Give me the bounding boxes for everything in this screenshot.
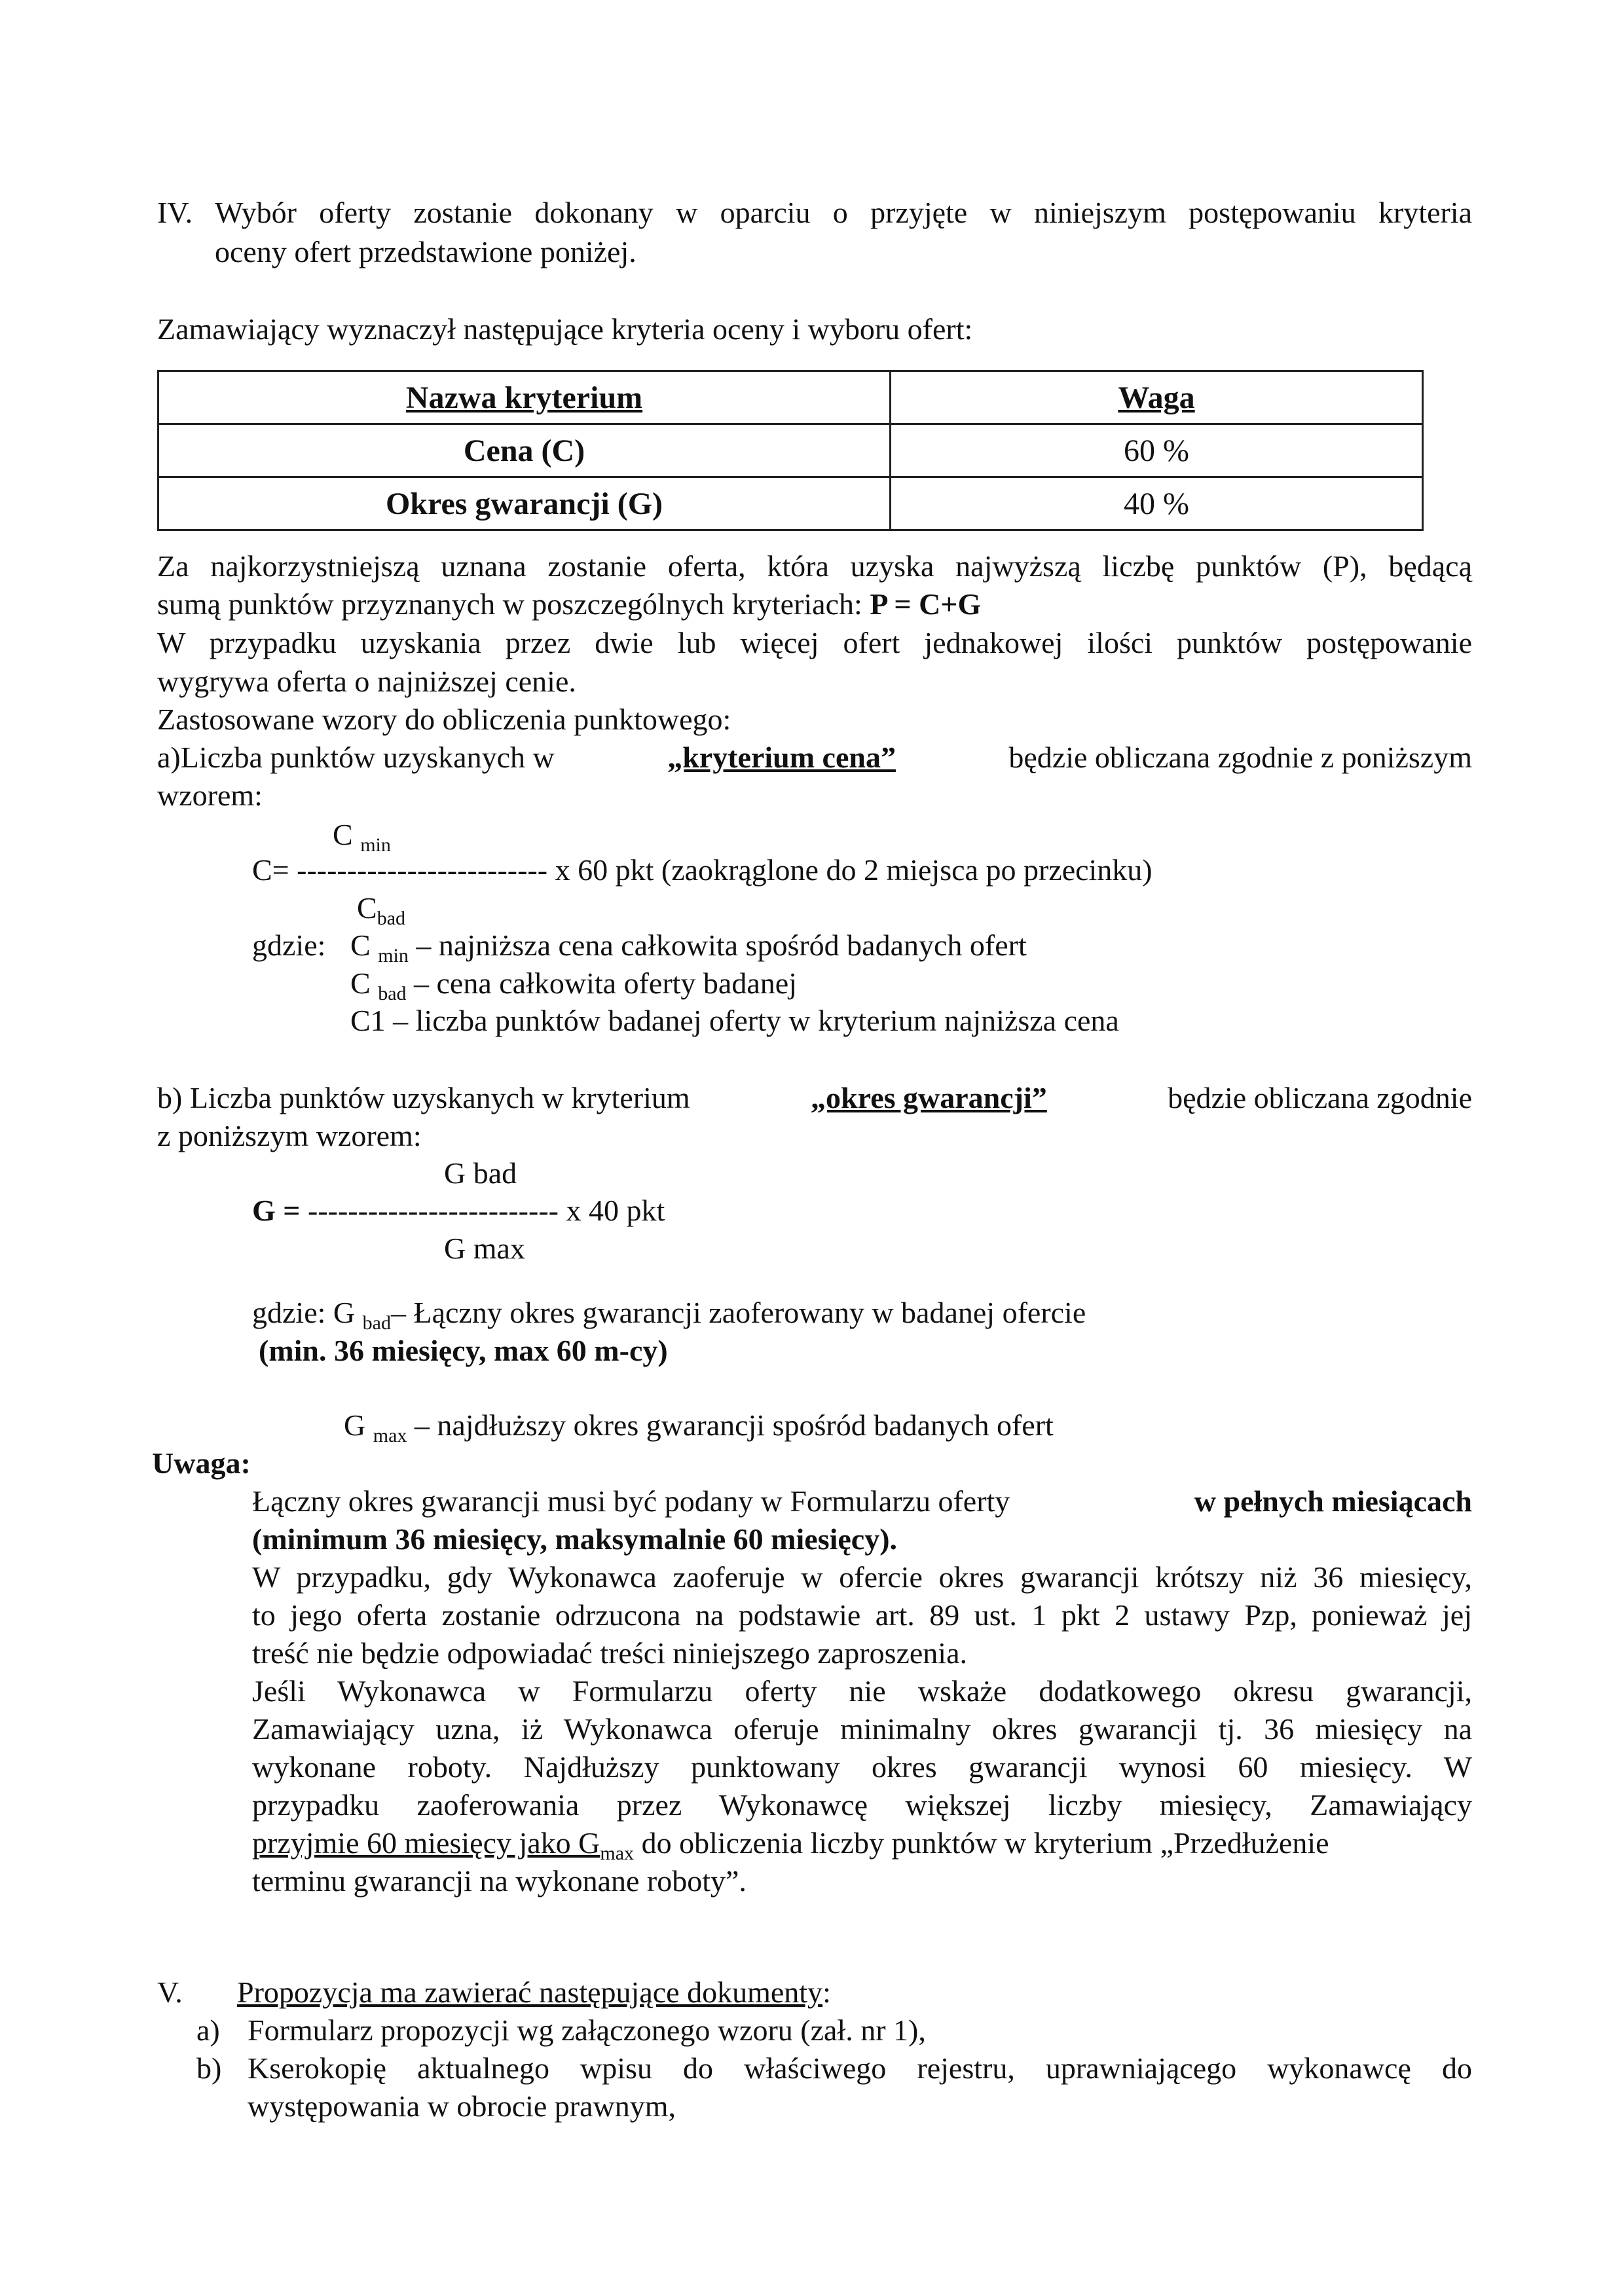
warranty-limits: (min. 36 miesięcy, max 60 m-cy) — [259, 1334, 668, 1367]
criteria-intro: Zamawiający wyznaczył następujące kryteria oceny i wyboru ofert: — [157, 312, 973, 346]
section-4-number: IV. — [157, 196, 193, 229]
price-numerator-c: C — [333, 818, 353, 851]
note-line-5: treść nie będzie odpowiadać treści niniejszego zaproszenia. — [252, 1636, 968, 1670]
price-criterion-name: „kryterium cena” — [667, 741, 896, 774]
criterion-weight: 60 % — [891, 424, 1423, 477]
note-line-1-bold: w pełnych miesiącach — [1194, 1484, 1472, 1518]
warranty-def-1-text: – Łączny okres gwarancji zaoferowany w badanej ofercie — [390, 1296, 1086, 1329]
price-denominator — [357, 890, 406, 929]
price-def-2-sub: bad — [378, 983, 407, 1004]
warranty-formula — [252, 1193, 665, 1228]
note-line-8: wykonane roboty. Najdłuższy punktowany okres gwarancji wynosi 60 miesięcy. W — [252, 1750, 1472, 1784]
rules-line-4: wygrywa oferta o najniższej cenie. — [157, 665, 576, 698]
table-row — [158, 424, 1423, 477]
note-line-3: W przypadku, gdy Wykonawca zaoferuje w ofercie okres gwarancji krótszy niż 36 miesięcy, — [252, 1560, 1472, 1594]
table-header-row — [158, 371, 1423, 424]
list-item-b-line-2: występowania w obrocie prawnym, — [248, 2089, 676, 2123]
warranty-gdzie: gdzie: — [252, 1296, 326, 1329]
warranty-denominator: G max — [444, 1232, 525, 1265]
criterion-weight: 40 % — [891, 477, 1423, 530]
note-line-11: terminu gwarancji na wykonane roboty”. — [252, 1864, 747, 1898]
criterion-name: Okres gwarancji (G) — [158, 477, 891, 530]
list-item-b-marker: b) — [196, 2051, 222, 2085]
warranty-def-2 — [344, 1408, 1054, 1446]
price-formula — [252, 853, 1153, 887]
price-numerator-sub: min — [360, 834, 391, 856]
price-def-3: C1 – liczba punktów badanej oferty w kryterium najniższa cena — [350, 1004, 1119, 1037]
note-line-10-underlined — [252, 1826, 635, 1864]
note-line-1 — [252, 1484, 1472, 1518]
warranty-def-1-symbol: G — [333, 1296, 356, 1329]
note-line-1-text: Łączny okres gwarancji musi być podany w Formularzu oferty — [252, 1484, 1010, 1518]
price-denominator-c: C — [357, 891, 377, 925]
price-def-1 — [350, 928, 1027, 966]
note-line-10 — [252, 1826, 1329, 1864]
rules-line-2 — [157, 587, 981, 621]
price-numerator — [333, 817, 391, 856]
warranty-criterion-name: „okres gwarancji” — [811, 1081, 1047, 1114]
section-4-line-2: oceny ofert przedstawione poniżej. — [215, 235, 637, 268]
price-def-2-text: – cena całkowita oferty badanej — [406, 966, 797, 1000]
section-5-title-text: Propozycja ma zawierać następujące dokumenty — [237, 1975, 823, 2009]
price-intro-line-2: wzorem: — [157, 779, 263, 812]
warranty-def-1 — [252, 1295, 1086, 1334]
note-line-7: Zamawiający uzna, iż Wykonawca oferuje minimalny okres gwarancji tj. 36 miesięcy na — [252, 1712, 1472, 1746]
warranty-intro-line-2: z poniższym wzorem: — [157, 1119, 422, 1152]
note-line-4: to jego oferta zostanie odrzucona na podstawie art. 89 ust. 1 pkt 2 ustawy Pzp, ponieważ jej — [252, 1598, 1472, 1632]
header-weight: Waga — [891, 371, 1423, 424]
warranty-formula-rhs: x 40 pkt — [566, 1194, 665, 1227]
warranty-def-1-sub: bad — [362, 1312, 391, 1334]
rules-line-1: Za najkorzystniejszą uznana zostanie oferta, która uzyska najwyższą liczbę punktów (P), będącą — [157, 549, 1472, 583]
warranty-numerator: G bad — [444, 1156, 517, 1190]
price-intro-part-1: a)Liczba punktów uzyskanych w — [157, 741, 555, 774]
list-item-b: Kserokopię aktualnego wpisu do właściwego rejestru, uprawniającego wykonawcę do — [248, 2051, 1472, 2085]
note-line-6: Jeśli Wykonawca w Formularzu oferty nie wskaże dodatkowego okresu gwarancji, — [252, 1674, 1472, 1708]
price-criterion-intro — [157, 740, 1472, 775]
section-5-title-colon: : — [822, 1975, 831, 2009]
formula-p: P = C+G — [870, 587, 982, 621]
price-denominator-sub: bad — [377, 908, 406, 929]
warranty-intro-part-2: będzie obliczana zgodnie — [1168, 1081, 1472, 1114]
note-line-10-sub: max — [600, 1843, 635, 1864]
warranty-formula-lhs: G = — [252, 1194, 301, 1227]
rules-line-3: W przypadku uzyskania przez dwie lub więcej ofert jednakowej ilości punktów postępowanie — [157, 626, 1472, 659]
header-criterion-name: Nazwa kryterium — [158, 371, 891, 424]
price-def-1-sub: min — [378, 945, 409, 966]
note-label — [152, 1446, 251, 1480]
section-4-line-1: Wybór oferty zostanie dokonany w oparciu o przyjęte w niniejszym postępowaniu kryteria — [215, 196, 1472, 229]
price-formula-rhs: x 60 pkt (zaokrąglone do 2 miejsca po przecinku) — [555, 853, 1153, 887]
price-gdzie: gdzie: — [252, 928, 326, 962]
warranty-criterion-intro — [157, 1080, 1472, 1115]
note-line-2: (minimum 36 miesięcy, maksymalnie 60 miesięcy). — [252, 1522, 898, 1556]
note-line-9: przypadku zaoferowania przez Wykonawcę większej liczby miesięcy, Zamawiający — [252, 1788, 1472, 1822]
rules-line-5: Zastosowane wzory do obliczenia punktowego: — [157, 703, 731, 736]
section-5-number: V. — [157, 1975, 183, 2009]
warranty-intro-part-1: b) Liczba punktów uzyskanych w kryterium — [157, 1081, 690, 1114]
rules-line-2-text: sumą punktów przyznanych w poszczególnych kryteriach: — [157, 587, 870, 621]
price-def-1-symbol: C — [350, 928, 371, 962]
price-def-2-symbol: C — [350, 966, 371, 1000]
warranty-fraction-line: ------------------------- — [308, 1194, 559, 1227]
list-item-a-marker: a) — [196, 2013, 220, 2047]
price-def-2 — [350, 966, 797, 1004]
warranty-def-2-symbol: G — [344, 1408, 366, 1442]
price-def-1-text: – najniższa cena całkowita spośród badanych ofert — [408, 928, 1027, 962]
price-intro-part-2: będzie obliczana zgodnie z poniższym — [1008, 741, 1472, 774]
note-line-10-text: przyjmie 60 miesięcy jako G — [252, 1826, 600, 1860]
table-row — [158, 477, 1423, 530]
note-line-10-end: do obliczenia liczby punktów w kryterium „Przedłużenie — [634, 1826, 1329, 1860]
list-item-a: Formularz propozycji wg załączonego wzoru (zał. nr 1), — [248, 2013, 926, 2047]
note-label-text: Uwaga: — [152, 1446, 251, 1480]
criterion-name: Cena (C) — [158, 424, 891, 477]
warranty-def-2-text: – najdłuższy okres gwarancji spośród badanych ofert — [407, 1408, 1054, 1442]
price-formula-lhs: C= — [252, 853, 289, 887]
warranty-def-2-sub: max — [373, 1425, 407, 1446]
criteria-table — [157, 370, 1424, 531]
price-fraction-line: ------------------------- — [297, 853, 548, 887]
section-5-title — [237, 1975, 831, 2010]
